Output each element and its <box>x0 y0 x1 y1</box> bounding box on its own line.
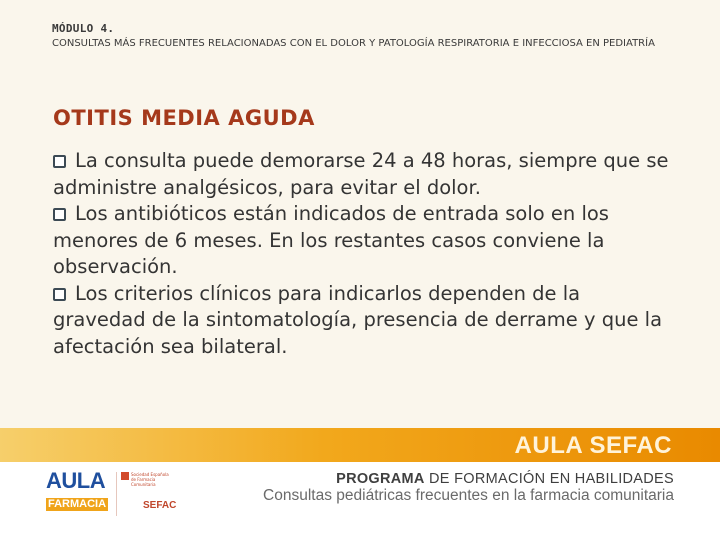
program-strong: PROGRAMA <box>336 471 425 487</box>
bullet-item <box>53 148 673 201</box>
slide-title: OTITIS MEDIA AGUDA <box>53 106 315 130</box>
aula-farmacia-logo <box>46 468 107 511</box>
bullet-item <box>53 281 673 361</box>
module-title: MÓDULO 4. <box>52 22 115 35</box>
bullet-text: La consulta puede demorarse 24 a 48 horas, siempre que se administre analgésicos, para evitar el dolor. <box>53 149 669 199</box>
checkbox-square-icon <box>53 155 66 168</box>
consult-line: Consultas pediátricas frecuentes en la farmacia comunitaria <box>263 487 674 504</box>
bullet-list <box>53 148 673 360</box>
checkbox-square-icon <box>53 208 66 221</box>
program-line <box>336 471 674 487</box>
sefac-logo <box>116 472 181 516</box>
aula-logo-text: AULA <box>46 468 106 493</box>
module-header <box>52 22 672 50</box>
bullet-item <box>53 201 673 281</box>
farmacia-logo-text: FARMACIA <box>48 498 107 510</box>
sefac-logo-small: Sociedad Española de Farmacia Comunitaria <box>131 472 169 487</box>
module-subtitle: CONSULTAS MÁS FRECUENTES RELACIONADAS CON EL DOLOR Y PATOLOGÍA RESPIRATORIA E INFECCIOSA EN PEDIATRÍA <box>52 38 655 49</box>
sefac-logo-word: SEFAC <box>143 500 177 511</box>
bullet-text: Los antibióticos están indicados de entrada solo en los menores de 6 meses. En los restantes casos conviene la observación. <box>53 202 609 278</box>
sefac-mark-icon <box>121 472 129 480</box>
bullet-text: Los criterios clínicos para indicarlos dependen de la gravedad de la sintomatología, presencia de derrame y que la afectación sea bilateral. <box>53 281 663 358</box>
footer <box>0 462 720 540</box>
program-rest: DE FORMACIÓN EN HABILIDADES <box>424 471 674 487</box>
brand-title: AULA SEFAC <box>514 432 672 459</box>
checkbox-square-icon <box>53 288 66 301</box>
